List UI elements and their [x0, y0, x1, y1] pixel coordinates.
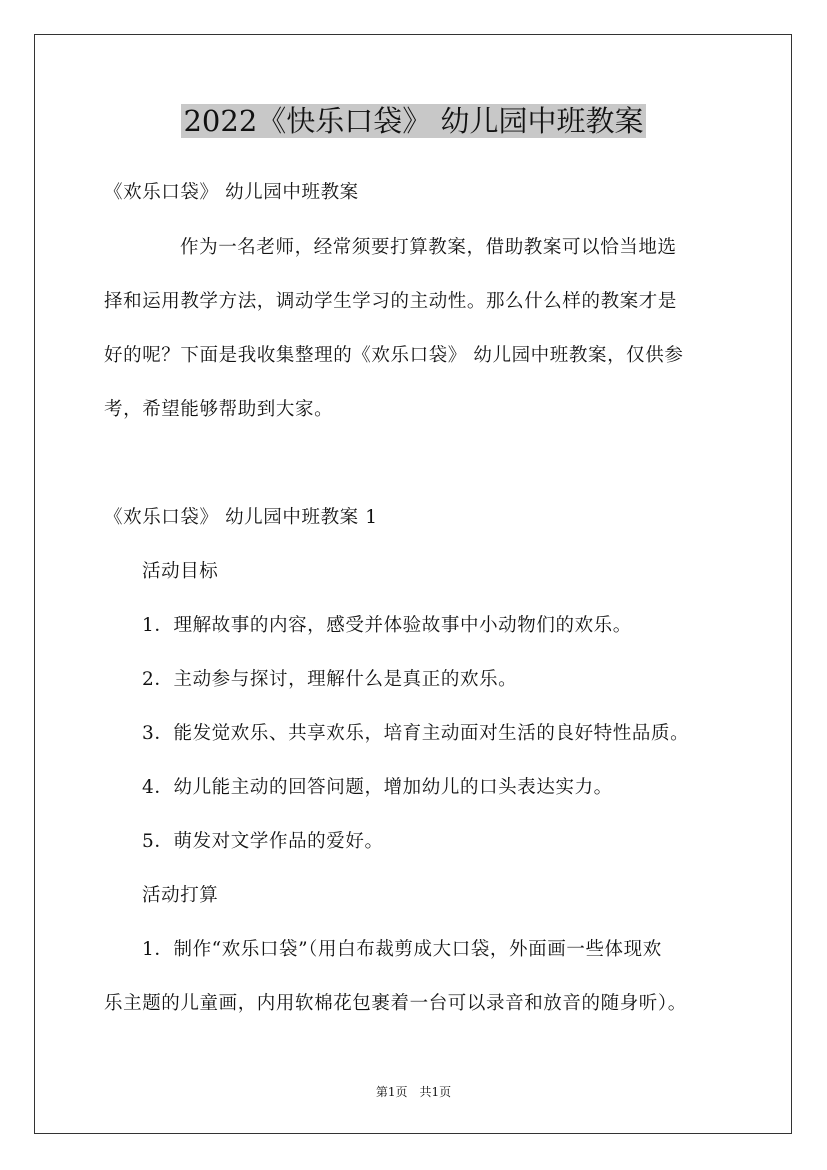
- section-heading: 《欢乐口袋》 幼儿园中班教案 1: [104, 507, 378, 528]
- goal-item-3: 3．能发觉欢乐、共享欢乐，培育主动面对生活的良好特性品质。: [142, 723, 690, 744]
- goal-item-5: 5．萌发对文学作品的爱好。: [142, 831, 384, 852]
- document-title-text: 2022《快乐口袋》 幼儿园中班教案: [183, 104, 644, 138]
- intro-line-2: 择和运用教学方法，调动学生学习的主动性。那么什么样的教案才是: [104, 291, 678, 312]
- prep-heading: 活动打算: [142, 885, 219, 906]
- intro-line-1: 作为一名老师，经常须要打算教案，借助教案可以恰当地选: [180, 237, 677, 258]
- prep-item-1: 1．制作“欢乐口袋”（用白布裁剪成大口袋，外面画一些体现欢: [142, 939, 662, 960]
- intro-line-3: 好的呢？下面是我收集整理的《欢乐口袋》 幼儿园中班教案，仅供参: [104, 345, 684, 366]
- goal-item-4: 4．幼儿能主动的回答问题，增加幼儿的口头表达实力。: [142, 777, 613, 798]
- goals-heading: 活动目标: [142, 561, 219, 582]
- document-title: [0, 100, 827, 142]
- goal-item-1: 1．理解故事的内容，感受并体验故事中小动物们的欢乐。: [142, 615, 632, 636]
- page-number-footer: 第1页 共1页: [375, 1085, 452, 1099]
- prep-item-1-continued: 乐主题的儿童画，内用软棉花包裹着一台可以录音和放音的随身听）。: [104, 993, 687, 1014]
- document-subtitle: 《欢乐口袋》 幼儿园中班教案: [104, 182, 359, 203]
- goal-item-2: 2．主动参与探讨，理解什么是真正的欢乐。: [142, 669, 518, 690]
- intro-line-4: 考，希望能够帮助到大家。: [104, 399, 334, 420]
